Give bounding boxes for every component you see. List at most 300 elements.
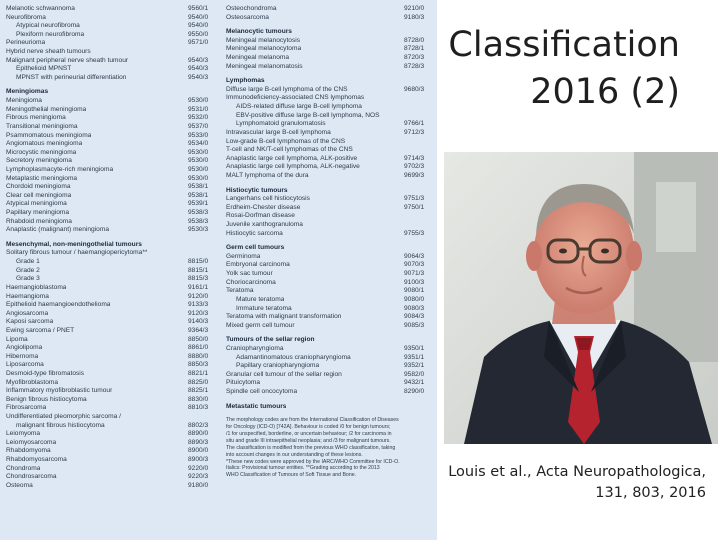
- table-row: [226, 261, 434, 270]
- tumour-name: Atypical neurofibroma: [16, 22, 80, 30]
- table-right-column: [226, 5, 434, 479]
- table-row: [6, 48, 218, 57]
- tumour-name: Embryonal carcinoma: [226, 261, 290, 269]
- table-row: [226, 103, 434, 112]
- icd-o-code: 9220/0: [188, 464, 209, 472]
- tumour-name: Diffuse large B-cell lymphoma of the CNS: [226, 85, 348, 93]
- table-row: [6, 192, 218, 201]
- icd-o-code: 8880/0: [188, 352, 209, 360]
- table-row: [6, 97, 218, 106]
- tumour-name: Angiosarcoma: [6, 309, 49, 317]
- table-section-header: [6, 88, 218, 97]
- tumour-name: Lipoma: [6, 335, 28, 343]
- icd-o-code: 9540/0: [188, 13, 209, 21]
- tumour-name: Spindle cell oncocytoma: [226, 387, 298, 395]
- table-footnote: [226, 438, 434, 445]
- icd-o-code: 8890/0: [188, 430, 209, 438]
- tumour-name: Osteosarcoma: [226, 13, 269, 21]
- table-row: [6, 22, 218, 31]
- icd-o-code: 9582/0: [404, 370, 425, 378]
- tumour-name: Yolk sac tumour: [226, 270, 273, 278]
- icd-o-code: 9120/3: [188, 309, 209, 317]
- icd-o-code: 8900/0: [188, 447, 209, 455]
- tumour-name: Osteochondroma: [226, 5, 277, 12]
- table-row: [226, 204, 434, 213]
- tumour-name: Transitional meningioma: [6, 122, 78, 130]
- tumour-name: Clear cell meningioma: [6, 191, 72, 199]
- table-footnote: [226, 445, 434, 452]
- table-row: [6, 293, 218, 302]
- table-row: [6, 209, 218, 218]
- icd-o-code: 9714/3: [404, 154, 425, 162]
- table-row: [6, 361, 218, 370]
- icd-o-code: 9070/3: [404, 261, 425, 269]
- table-row: [6, 149, 218, 158]
- icd-o-code: 9080/3: [404, 304, 425, 312]
- tumour-name: Secretory meningioma: [6, 157, 72, 165]
- tumour-name: Leiomyoma: [6, 430, 41, 438]
- icd-o-code: 9560/1: [188, 5, 209, 12]
- table-row: [6, 14, 218, 23]
- slide-title-line-1: Classification: [448, 25, 680, 65]
- icd-o-code: 9533/0: [188, 131, 209, 139]
- tumour-name: Mature teratoma: [236, 295, 285, 303]
- tumour-name: Benign fibrous histiocytoma: [6, 395, 87, 403]
- table-row: [6, 65, 218, 74]
- tumour-name: Kaposi sarcoma: [6, 318, 54, 326]
- table-row: [226, 313, 434, 322]
- tumour-name: Intravascular large B-cell lymphoma: [226, 128, 331, 136]
- table-row: [6, 344, 218, 353]
- icd-o-code: 8802/3: [188, 421, 209, 429]
- icd-o-code: 8830/0: [188, 395, 209, 403]
- table-left-column: [6, 5, 218, 491]
- tumour-name: Anaplastic large cell lymphoma, ALK-negative: [226, 163, 360, 171]
- icd-o-code: 9080/1: [404, 287, 425, 295]
- tumour-name: Angiomatous meningioma: [6, 140, 83, 148]
- portrait-illustration: [444, 152, 718, 444]
- table-row: [226, 14, 434, 23]
- tumour-name: Meningeal melanocytosis: [226, 36, 301, 44]
- icd-o-code: 9432/1: [404, 379, 425, 387]
- icd-o-code: 9364/3: [188, 326, 209, 334]
- tumour-name: Choriocarcinoma: [226, 278, 276, 286]
- tumour-name: Chordoid meningioma: [6, 183, 71, 191]
- tumour-name: Tumours of the sellar region: [226, 336, 315, 344]
- icd-o-code: 9133/3: [188, 301, 209, 309]
- table-row: [226, 354, 434, 363]
- icd-o-code: 9534/0: [188, 140, 209, 148]
- icd-o-code: 9530/0: [188, 148, 209, 156]
- table-row: [226, 230, 434, 239]
- tumour-name: Haemangioma: [6, 292, 49, 300]
- table-row: [6, 301, 218, 310]
- table-section-header: [226, 187, 434, 196]
- tumour-name: Neurofibroma: [6, 13, 46, 21]
- tumour-name: Meningothelial meningioma: [6, 105, 87, 113]
- icd-o-code: 9064/3: [404, 252, 425, 260]
- tumour-name: Histiocytic tumours: [226, 186, 288, 194]
- icd-o-code: 8825/0: [188, 378, 209, 386]
- slide-title: [440, 22, 680, 116]
- table-row: [226, 5, 434, 14]
- citation-line-2: 131, 803, 2016: [595, 485, 706, 501]
- tumour-name: Myofibroblastoma: [6, 378, 59, 386]
- table-row: [226, 287, 434, 296]
- tumour-name: Germinoma: [226, 252, 261, 260]
- table-row: [6, 370, 218, 379]
- tumour-name: Adamantinomatous craniopharyngioma: [236, 353, 351, 361]
- icd-o-code: 9702/3: [404, 163, 425, 171]
- icd-o-code: 8821/1: [188, 369, 209, 377]
- icd-o-code: 9084/3: [404, 313, 425, 321]
- icd-o-code: 9180/0: [188, 481, 209, 489]
- table-row: [6, 249, 218, 258]
- table-row: [6, 183, 218, 192]
- tumour-name: Teratoma: [226, 287, 254, 295]
- tumour-name: Lymphomatoid granulomatosis: [236, 120, 326, 128]
- table-row: [6, 200, 218, 209]
- table-footnote: [226, 465, 434, 472]
- table-row: [6, 430, 218, 439]
- tumour-name: Inflammatory myofibroblastic tumour: [6, 387, 113, 395]
- table-footnote: [226, 431, 434, 438]
- icd-o-code: 9085/3: [404, 321, 425, 329]
- tumour-name: Desmoid-type fibromatosis: [6, 369, 85, 377]
- icd-o-code: 9699/3: [404, 171, 425, 179]
- table-footnote: [226, 424, 434, 431]
- tumour-name: Immunodeficiency-associated CNS lymphomas: [226, 94, 365, 102]
- tumour-name: AIDS-related diffuse large B-cell lymphoma: [236, 103, 362, 111]
- table-footnote: [226, 472, 434, 479]
- icd-o-code: 9531/0: [188, 105, 209, 113]
- tumour-name: Solitary fibrous tumour / haemangiopericytoma**: [6, 249, 148, 257]
- table-row: [6, 218, 218, 227]
- tumour-name: Melanocytic tumours: [226, 28, 292, 36]
- icd-o-code: 8728/3: [404, 62, 425, 70]
- tumour-name: Papillary craniopharyngioma: [236, 362, 320, 370]
- tumour-name: Hibernoma: [6, 352, 39, 360]
- icd-o-code: 8810/3: [188, 404, 209, 412]
- tumour-name: Plexiform neurofibroma: [16, 30, 85, 38]
- icd-o-code: 9530/3: [188, 226, 209, 234]
- icd-o-code: 9680/3: [404, 85, 425, 93]
- icd-o-code: 9540/3: [188, 73, 209, 81]
- table-row: [226, 172, 434, 181]
- table-row: [226, 146, 434, 155]
- icd-o-code: 9755/3: [404, 229, 425, 237]
- icd-o-code: 8825/1: [188, 387, 209, 395]
- icd-o-code: 9220/3: [188, 473, 209, 481]
- tumour-name: Italics: Provisional tumour entities. **Grading according to the 2013: [226, 465, 380, 472]
- icd-o-code: 9538/3: [188, 209, 209, 217]
- tumour-name: Immature teratoma: [236, 304, 292, 312]
- table-section-header: [226, 336, 434, 345]
- table-row: [6, 157, 218, 166]
- table-row: [6, 482, 218, 491]
- icd-o-code: 9351/1: [404, 353, 425, 361]
- table-row: [6, 5, 218, 14]
- table-section-header: [226, 28, 434, 37]
- tumour-name: T-cell and NK/T-cell lymphomas of the CNS: [226, 146, 353, 154]
- icd-o-code: 8728/0: [404, 36, 425, 44]
- table-row: [6, 456, 218, 465]
- icd-o-code: 9766/1: [404, 120, 425, 128]
- table-row: [6, 422, 218, 431]
- table-row: [6, 310, 218, 319]
- tumour-name: Angiolipoma: [6, 344, 43, 352]
- table-row: [226, 279, 434, 288]
- table-row: [6, 123, 218, 132]
- icd-o-code: 9530/0: [188, 97, 209, 105]
- table-row: [226, 94, 434, 103]
- table-section-header: [6, 241, 218, 250]
- table-row: [226, 221, 434, 230]
- icd-o-code: 9530/0: [188, 174, 209, 182]
- tumour-name: Fibrosarcoma: [6, 404, 47, 412]
- tumour-name: Metastatic tumours: [226, 402, 287, 410]
- table-row: [6, 379, 218, 388]
- tumour-name: MALT lymphoma of the dura: [226, 171, 309, 179]
- tumour-name: The classification is modified from the previous WHO classification, taking: [226, 444, 396, 451]
- table-row: [226, 129, 434, 138]
- tumour-name: Erdheim-Chester disease: [226, 203, 301, 211]
- table-row: [6, 74, 218, 83]
- tumour-name: Lymphomas: [226, 77, 265, 85]
- table-row: [226, 195, 434, 204]
- tumour-name: Teratoma with malignant transformation: [226, 313, 342, 321]
- tumour-name: Atypical meningioma: [6, 200, 67, 208]
- table-row: [6, 106, 218, 115]
- table-section-header: [226, 403, 434, 412]
- tumour-name: /1 for unspecified, borderline, or uncertain behaviour; /2 for carcinoma in: [226, 430, 392, 437]
- table-row: [6, 387, 218, 396]
- table-row: [226, 296, 434, 305]
- table-row: [6, 226, 218, 235]
- icd-o-code: 9538/3: [188, 217, 209, 225]
- table-row: [226, 54, 434, 63]
- table-row: [6, 166, 218, 175]
- tumour-name: Germ cell tumours: [226, 244, 285, 252]
- icd-o-code: 9180/3: [404, 13, 425, 21]
- table-row: [6, 275, 218, 284]
- icd-o-code: 9537/0: [188, 122, 209, 130]
- icd-o-code: 8850/0: [188, 335, 209, 343]
- tumour-name: Low-grade B-cell lymphomas of the CNS: [226, 137, 346, 145]
- icd-o-code: 8850/3: [188, 361, 209, 369]
- tumour-name: Meningeal melanoma: [226, 54, 290, 62]
- table-row: [6, 318, 218, 327]
- tumour-name: The morphology codes are from the International Classification of Diseases: [226, 417, 399, 424]
- icd-o-code: 8290/0: [404, 387, 425, 395]
- tumour-name: Pituicytoma: [226, 379, 261, 387]
- tumour-name: Liposarcoma: [6, 361, 44, 369]
- tumour-name: Metaplastic meningioma: [6, 174, 78, 182]
- slide-title-line-2: 2016 (2): [530, 72, 680, 112]
- tumour-name: Chondroma: [6, 464, 41, 472]
- icd-o-code: 9532/0: [188, 114, 209, 122]
- table-row: [226, 345, 434, 354]
- table-row: [226, 138, 434, 147]
- icd-o-code: 8815/1: [188, 266, 209, 274]
- tumour-name: Mesenchymal, non-meningothelial tumours: [6, 240, 142, 248]
- icd-o-code: 9751/3: [404, 195, 425, 203]
- table-row: [6, 258, 218, 267]
- icd-o-code: 9750/1: [404, 203, 425, 211]
- icd-o-code: 9712/3: [404, 128, 425, 136]
- icd-o-code: 9071/3: [404, 270, 425, 278]
- tumour-name: Rosai-Dorfman disease: [226, 212, 295, 220]
- table-footnote: [226, 452, 434, 459]
- table-row: [226, 63, 434, 72]
- icd-o-code: 9540/3: [188, 56, 209, 64]
- icd-o-code: 9350/1: [404, 344, 425, 352]
- table-row: [226, 270, 434, 279]
- table-row: [6, 175, 218, 184]
- table-row: [6, 284, 218, 293]
- icd-o-code: 9540/0: [188, 22, 209, 30]
- tumour-name: situ and grade III intraepithelial neoplasia; and /3 for malignant tumours.: [226, 437, 391, 444]
- tumour-name: Meningeal melanocytoma: [226, 45, 302, 53]
- table-row: [6, 396, 218, 405]
- table-row: [6, 57, 218, 66]
- tumour-name: Grade 2: [16, 266, 40, 274]
- table-row: [6, 31, 218, 40]
- tumour-name: Langerhans cell histiocytosis: [226, 195, 310, 203]
- table-row: [6, 336, 218, 345]
- icd-o-code: 8720/3: [404, 54, 425, 62]
- icd-o-code: 9080/0: [404, 295, 425, 303]
- table-row: [6, 267, 218, 276]
- table-row: [226, 212, 434, 221]
- icd-o-code: 9100/3: [404, 278, 425, 286]
- icd-o-code: 9161/1: [188, 283, 209, 291]
- tumour-name: into account changes in our understanding of these lesions.: [226, 451, 363, 458]
- table-row: [226, 388, 434, 397]
- icd-o-code: 8900/3: [188, 456, 209, 464]
- icd-o-code: 8728/1: [404, 45, 425, 53]
- table-row: [6, 465, 218, 474]
- tumour-name: MPNST with perineurial differentiation: [16, 73, 127, 81]
- icd-o-code: 9140/3: [188, 318, 209, 326]
- icd-o-code: 9550/0: [188, 30, 209, 38]
- table-row: [6, 132, 218, 141]
- icd-o-code: 9352/1: [404, 362, 425, 370]
- tumour-name: for Oncology (ICD-O) [742A]. Behaviour is coded /0 for benign tumours;: [226, 424, 391, 431]
- tumour-name: Grade 3: [16, 275, 40, 283]
- table-row: [226, 379, 434, 388]
- tumour-name: Mixed germ cell tumour: [226, 321, 295, 329]
- icd-o-code: 8890/3: [188, 438, 209, 446]
- table-row: [6, 439, 218, 448]
- icd-o-code: 9538/1: [188, 191, 209, 199]
- icd-o-code: 9210/0: [404, 5, 425, 12]
- table-row: [6, 39, 218, 48]
- tumour-name: Rhabdoid meningioma: [6, 217, 72, 225]
- tumour-name: Psammomatous meningioma: [6, 131, 92, 139]
- table-footnote: [226, 459, 434, 466]
- icd-o-code: 8815/3: [188, 275, 209, 283]
- table-row: [6, 404, 218, 413]
- tumour-name: Anaplastic (malignant) meningioma: [6, 226, 109, 234]
- tumour-name: Meningeal melanomatosis: [226, 62, 303, 70]
- tumour-name: Haemangioblastoma: [6, 283, 67, 291]
- table-row: [226, 322, 434, 331]
- tumour-name: Melanotic schwannoma: [6, 5, 75, 12]
- table-row: [226, 362, 434, 371]
- tumour-name: WHO Classification of Tumours of Soft Tissue and Bone.: [226, 472, 357, 479]
- table-section-header: [226, 244, 434, 253]
- tumour-name: malignant fibrous histiocytoma: [16, 421, 105, 429]
- tumour-name: Fibrous meningioma: [6, 114, 66, 122]
- table-row: [6, 140, 218, 149]
- tumour-name: Granular cell tumour of the sellar region: [226, 370, 342, 378]
- icd-o-code: 9539/1: [188, 200, 209, 208]
- table-row: [6, 114, 218, 123]
- tumour-name: Meningiomas: [6, 88, 49, 96]
- tumour-name: Microcystic meningioma: [6, 148, 77, 156]
- table-row: [226, 163, 434, 172]
- tumour-name: Undifferentiated pleomorphic sarcoma /: [6, 413, 121, 421]
- tumour-name: Rhabdomyosarcoma: [6, 456, 67, 464]
- table-row: [226, 155, 434, 164]
- tumour-name: Osteoma: [6, 481, 33, 489]
- citation-line-1: Louis et al., Acta Neuropathologica,: [448, 464, 706, 480]
- tumour-name: Craniopharyngioma: [226, 344, 284, 352]
- icd-o-code: 9530/0: [188, 165, 209, 173]
- icd-o-code: 8815/0: [188, 258, 209, 266]
- table-row: [226, 305, 434, 314]
- tumour-name: Rhabdomyoma: [6, 447, 51, 455]
- tumour-name: Perineurioma: [6, 39, 46, 47]
- tumour-name: Histiocytic sarcoma: [226, 229, 283, 237]
- tumour-name: Epithelioid MPNST: [16, 65, 72, 73]
- table-row: [6, 447, 218, 456]
- tumour-name: Malignant peripheral nerve sheath tumour: [6, 56, 129, 64]
- tumour-name: Juvenile xanthogranuloma: [226, 221, 303, 229]
- table-row: [6, 327, 218, 336]
- table-row: [226, 371, 434, 380]
- tumour-name: Meningioma: [6, 97, 42, 105]
- tumour-name: *These new codes were approved by the IARC/WHO Committee for ICD-O.: [226, 458, 400, 465]
- icd-o-code: 9571/0: [188, 39, 209, 47]
- icd-o-code: 9540/3: [188, 65, 209, 73]
- citation: [436, 462, 706, 504]
- icd-o-code: 9120/0: [188, 292, 209, 300]
- tumour-name: Anaplastic large cell lymphoma, ALK-positive: [226, 154, 358, 162]
- icd-o-code: 9530/0: [188, 157, 209, 165]
- table-row: [226, 86, 434, 95]
- icd-o-code: 8861/0: [188, 344, 209, 352]
- table-footnote: [226, 417, 434, 424]
- table-section-header: [226, 77, 434, 86]
- tumour-name: Epithelioid haemangioendothelioma: [6, 301, 111, 309]
- table-row: [6, 413, 218, 422]
- table-row: [6, 473, 218, 482]
- tumour-name: Leiomyosarcoma: [6, 438, 57, 446]
- tumour-name: Papillary meningioma: [6, 209, 70, 217]
- tumour-name: Chondrosarcoma: [6, 473, 57, 481]
- table-row: [226, 37, 434, 46]
- tumour-name: Hybrid nerve sheath tumours: [6, 48, 91, 56]
- table-row: [226, 253, 434, 262]
- table-row: [226, 45, 434, 54]
- table-row: [226, 120, 434, 129]
- table-row: [6, 353, 218, 362]
- tumour-name: EBV-positive diffuse large B-cell lymphoma, NOS: [236, 111, 380, 119]
- tumour-name: Lymphoplasmacyte-rich meningioma: [6, 165, 114, 173]
- icd-o-code: 9538/1: [188, 183, 209, 191]
